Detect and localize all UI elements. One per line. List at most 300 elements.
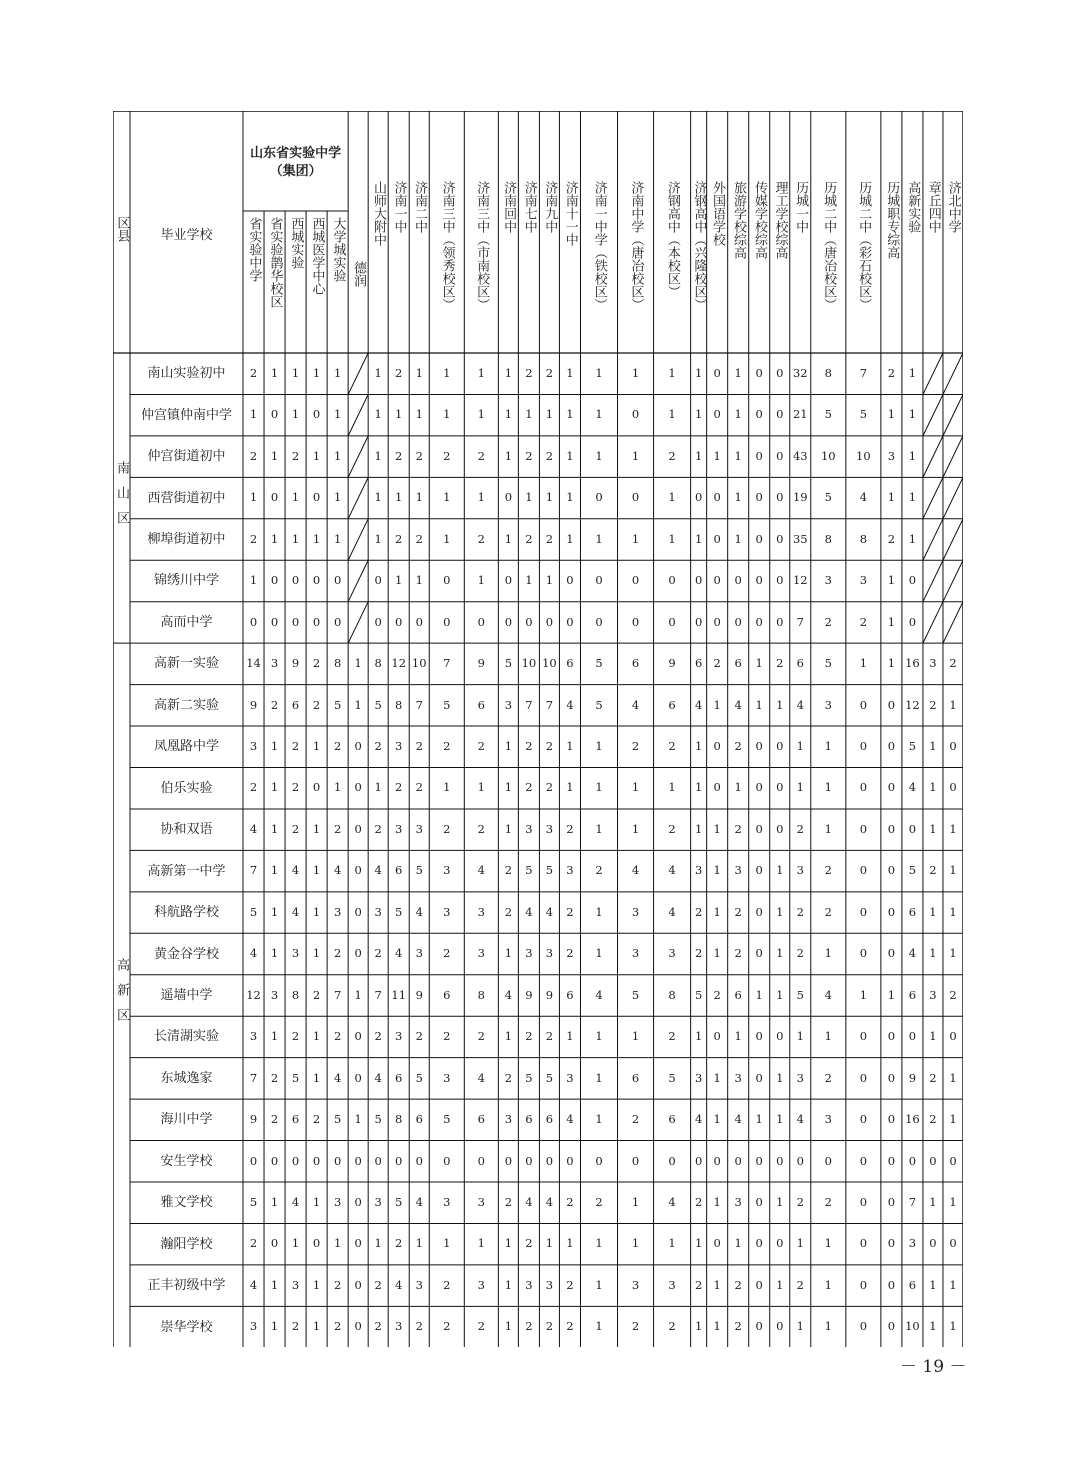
table-cell: 1 xyxy=(504,1236,513,1251)
table-cell: 0 xyxy=(477,1153,485,1168)
table-cell: 1 xyxy=(595,1236,603,1251)
table-cell: 2 xyxy=(504,863,513,878)
table-cell: 5 xyxy=(824,656,832,671)
table-cell: 1 xyxy=(887,407,896,422)
table-cell: 1 xyxy=(312,863,321,878)
table-cell: 0 xyxy=(312,780,321,795)
table-cell: 2 xyxy=(443,1319,451,1334)
school-name: 仲宫街道初中 xyxy=(147,449,226,465)
table-cell: 0 xyxy=(859,739,868,754)
table-cell: 4 xyxy=(291,863,300,878)
table-cell: 4 xyxy=(249,1277,258,1292)
table-cell: 1 xyxy=(595,407,603,422)
table-cell: 6 xyxy=(545,1112,554,1127)
table-cell: 1 xyxy=(949,904,957,919)
table-cell: 1 xyxy=(566,1029,574,1044)
column-header: 济钢高中（本校区） xyxy=(664,181,680,298)
table-cell: 1 xyxy=(595,1112,603,1127)
table-cell: 1 xyxy=(908,407,917,422)
table-cell: 1 xyxy=(713,821,721,836)
district-header: 区县 xyxy=(114,216,130,242)
table-cell: 3 xyxy=(291,1277,300,1292)
table-cell: 7 xyxy=(249,863,258,878)
table-cell: 1 xyxy=(796,1029,804,1044)
table-cell: 2 xyxy=(734,739,742,754)
table-cell: 2 xyxy=(525,780,533,795)
table-cell: 1 xyxy=(668,490,676,505)
table-cell: 1 xyxy=(504,946,513,961)
table-cell: 0 xyxy=(887,780,896,795)
table-cell: 2 xyxy=(668,821,676,836)
table-cell: 3 xyxy=(824,697,832,712)
table-cell: 12 xyxy=(246,987,261,1002)
table-cell: 4 xyxy=(333,863,342,878)
table-cell: 6 xyxy=(908,904,917,919)
table-cell: 0 xyxy=(312,573,321,588)
table-cell: 5 xyxy=(415,863,423,878)
table-cell: 6 xyxy=(734,656,742,671)
table-cell: 7 xyxy=(249,1070,258,1085)
table-cell: 3 xyxy=(796,863,804,878)
table-cell: 1 xyxy=(595,1029,603,1044)
table-cell: 6 xyxy=(631,656,640,671)
table-cell: 0 xyxy=(504,490,513,505)
table-cell: 0 xyxy=(595,490,603,505)
table-cell: 2 xyxy=(796,904,804,919)
table-cell: 0 xyxy=(312,490,321,505)
table-cell: 5 xyxy=(374,1112,382,1127)
table-cell: 2 xyxy=(415,780,423,795)
allocation-table xyxy=(113,111,963,1347)
table-cell: 1 xyxy=(949,1194,957,1209)
table-cell: 3 xyxy=(443,904,451,919)
table-cell: 1 xyxy=(908,531,917,546)
table-cell: 0 xyxy=(545,614,554,629)
table-cell: 1 xyxy=(443,407,451,422)
table-cell: 0 xyxy=(270,407,279,422)
table-cell: 3 xyxy=(631,1277,640,1292)
school-name: 伯乐实验 xyxy=(160,780,213,796)
table-cell: 2 xyxy=(859,614,868,629)
table-cell: 2 xyxy=(545,1029,554,1044)
column-header: 济南七中 xyxy=(521,181,537,233)
table-cell: 0 xyxy=(776,780,784,795)
school-name: 西营街道初中 xyxy=(147,490,226,506)
district-label: 高新区 xyxy=(114,957,129,1033)
table-cell: 1 xyxy=(694,739,703,754)
table-cell: 5 xyxy=(374,697,382,712)
table-cell: 1 xyxy=(354,697,362,712)
table-cell: 0 xyxy=(776,407,784,422)
table-cell: 3 xyxy=(668,1277,676,1292)
table-cell: 0 xyxy=(354,904,362,919)
table-cell: 35 xyxy=(792,531,808,546)
table-cell: 0 xyxy=(887,1277,896,1292)
table-cell: 2 xyxy=(929,863,937,878)
table-cell: 2 xyxy=(374,821,382,836)
table-cell: 3 xyxy=(395,739,403,754)
table-cell: 1 xyxy=(595,946,603,961)
table-cell: 1 xyxy=(713,1112,721,1127)
table-cell: 5 xyxy=(249,904,258,919)
column-header: 高新实验 xyxy=(905,181,921,233)
table-cell: 0 xyxy=(354,863,362,878)
table-cell: 6 xyxy=(291,697,300,712)
table-cell: 1 xyxy=(776,946,784,961)
table-cell: 2 xyxy=(504,904,513,919)
table-cell: 3 xyxy=(694,863,703,878)
table-cell: 4 xyxy=(374,863,382,878)
table-cell: 0 xyxy=(755,946,763,961)
column-header: 理工学校综高 xyxy=(772,181,788,259)
table-cell: 3 xyxy=(525,1277,533,1292)
table-cell: 1 xyxy=(270,448,279,463)
table-cell: 1 xyxy=(631,780,640,795)
table-cell: 3 xyxy=(333,904,342,919)
table-cell: 4 xyxy=(395,946,403,961)
table-cell: 1 xyxy=(270,904,279,919)
table-cell: 1 xyxy=(776,904,784,919)
table-cell: 2 xyxy=(312,656,321,671)
table-cell: 1 xyxy=(713,1277,721,1292)
table-cell: 3 xyxy=(504,697,513,712)
column-header: 山师大附中 xyxy=(371,181,386,246)
table-cell: 1 xyxy=(312,1194,321,1209)
table-cell: 5 xyxy=(694,987,703,1002)
table-cell: 0 xyxy=(270,1236,279,1251)
table-cell: 0 xyxy=(859,821,868,836)
table-cell: 1 xyxy=(824,1029,832,1044)
school-name: 锦绣川中学 xyxy=(153,573,219,589)
table-cell: 6 xyxy=(291,1112,300,1127)
table-cell: 1 xyxy=(415,365,423,380)
table-cell: 5 xyxy=(443,1112,451,1127)
table-cell: 2 xyxy=(291,1029,300,1044)
table-cell: 0 xyxy=(776,1319,784,1334)
table-cell: 1 xyxy=(859,656,868,671)
table-cell: 1 xyxy=(291,365,300,380)
table-cell: 2 xyxy=(443,1277,451,1292)
table-cell: 6 xyxy=(415,1112,423,1127)
table-cell: 1 xyxy=(949,1277,957,1292)
table-cell: 4 xyxy=(668,904,676,919)
table-cell: 0 xyxy=(504,614,513,629)
table-cell: 4 xyxy=(668,863,676,878)
table-cell: 0 xyxy=(776,365,784,380)
table-cell: 6 xyxy=(908,1277,917,1292)
table-cell: 0 xyxy=(776,821,784,836)
table-cell: 1 xyxy=(713,946,721,961)
table-cell: 1 xyxy=(333,780,342,795)
table-cell: 1 xyxy=(504,1319,513,1334)
table-cell: 3 xyxy=(545,946,554,961)
table-cell: 5 xyxy=(545,1070,554,1085)
table-cell: 1 xyxy=(415,407,423,422)
table-cell: 0 xyxy=(291,573,300,588)
school-name: 南山实验初中 xyxy=(147,366,226,382)
table-cell: 4 xyxy=(291,1194,300,1209)
page-number: － 19 － xyxy=(900,1357,967,1377)
table-cell: 3 xyxy=(908,1236,917,1251)
table-cell: 1 xyxy=(443,780,451,795)
table-cell: 1 xyxy=(249,573,258,588)
table-cell: 0 xyxy=(477,614,485,629)
table-cell: 1 xyxy=(545,490,554,505)
table-cell: 0 xyxy=(887,1153,896,1168)
table-cell: 0 xyxy=(755,1319,763,1334)
table-cell: 2 xyxy=(477,739,485,754)
table-cell: 1 xyxy=(566,365,574,380)
table-cell: 6 xyxy=(908,987,917,1002)
column-header: 传媒学校综高 xyxy=(752,181,768,259)
table-cell: 4 xyxy=(415,1194,423,1209)
table-cell: 2 xyxy=(525,365,533,380)
table-cell: 1 xyxy=(374,780,382,795)
table-cell: 0 xyxy=(755,739,763,754)
table-cell: 1 xyxy=(374,531,382,546)
table-cell: 6 xyxy=(796,656,804,671)
table-cell: 1 xyxy=(734,1029,742,1044)
table-cell: 0 xyxy=(713,614,721,629)
table-cell: 3 xyxy=(477,1277,485,1292)
table-cell: 1 xyxy=(477,365,485,380)
column-header: 外国语学校 xyxy=(709,181,725,246)
table-cell: 2 xyxy=(249,448,258,463)
table-cell: 4 xyxy=(734,1112,742,1127)
table-cell: 1 xyxy=(477,407,485,422)
table-cell: 9 xyxy=(291,656,300,671)
table-cell: 2 xyxy=(443,946,451,961)
table-cell: 1 xyxy=(595,780,603,795)
table-cell: 0 xyxy=(504,573,513,588)
table-cell: 0 xyxy=(755,365,763,380)
table-cell: 1 xyxy=(312,1070,321,1085)
table-cell: 0 xyxy=(713,407,721,422)
table-cell: 2 xyxy=(525,1029,533,1044)
table-cell: 3 xyxy=(443,1070,451,1085)
table-cell: 1 xyxy=(713,1070,721,1085)
table-cell: 1 xyxy=(270,365,279,380)
table-cell: 3 xyxy=(415,821,423,836)
school-name: 科航路学校 xyxy=(153,905,219,921)
table-cell: 1 xyxy=(270,1194,279,1209)
column-header: 历城二中（彩石校区） xyxy=(856,181,872,311)
table-cell: 4 xyxy=(477,863,485,878)
table-cell: 2 xyxy=(929,1070,937,1085)
table-cell: 4 xyxy=(249,821,258,836)
school-name: 崇华学校 xyxy=(160,1319,213,1335)
table-cell: 1 xyxy=(477,1236,485,1251)
school-name: 高新第一中学 xyxy=(147,863,226,879)
table-cell: 0 xyxy=(713,1236,721,1251)
table-cell: 1 xyxy=(734,531,742,546)
table-cell: 1 xyxy=(668,407,676,422)
table-cell: 1 xyxy=(270,1277,279,1292)
table-cell: 7 xyxy=(908,1194,917,1209)
table-cell: 2 xyxy=(443,739,451,754)
table-cell: 6 xyxy=(734,987,742,1002)
table-cell: 6 xyxy=(395,1070,403,1085)
table-cell: 1 xyxy=(929,1029,937,1044)
table-cell: 1 xyxy=(668,1236,676,1251)
column-header: 济钢高中（兴隆校区） xyxy=(691,181,707,311)
table-cell: 3 xyxy=(929,987,937,1002)
table-cell: 0 xyxy=(755,1194,763,1209)
table-cell: 1 xyxy=(929,780,937,795)
school-name: 瀚阳学校 xyxy=(160,1236,213,1252)
table-cell: 0 xyxy=(713,739,721,754)
table-cell: 12 xyxy=(391,656,407,671)
table-cell: 1 xyxy=(374,490,382,505)
table-cell: 9 xyxy=(525,987,533,1002)
table-cell: 0 xyxy=(887,1112,896,1127)
table-cell: 0 xyxy=(859,904,868,919)
table-cell: 9 xyxy=(249,697,258,712)
table-cell: 2 xyxy=(395,1236,403,1251)
table-cell: 1 xyxy=(333,1236,342,1251)
table-cell: 2 xyxy=(796,946,804,961)
table-cell: 1 xyxy=(477,573,485,588)
table-cell: 7 xyxy=(374,987,382,1002)
table-cell: 4 xyxy=(631,697,640,712)
table-cell: 0 xyxy=(354,946,362,961)
table-cell: 2 xyxy=(694,1194,703,1209)
table-cell: 0 xyxy=(374,1153,382,1168)
table-cell: 2 xyxy=(477,1319,485,1334)
table-cell: 0 xyxy=(354,821,362,836)
table-cell: 2 xyxy=(668,448,676,463)
table-cell: 1 xyxy=(270,863,279,878)
table-cell: 0 xyxy=(734,614,742,629)
table-cell: 0 xyxy=(443,1153,451,1168)
table-cell: 2 xyxy=(545,448,554,463)
table-cell: 4 xyxy=(796,697,804,712)
table-cell: 5 xyxy=(631,987,640,1002)
column-header: 济南三中（领秀校区） xyxy=(439,181,455,311)
table-cell: 10 xyxy=(542,656,557,671)
table-cell: 0 xyxy=(859,697,868,712)
table-cell: 1 xyxy=(908,490,917,505)
table-cell: 2 xyxy=(824,904,832,919)
school-name: 柳埠街道初中 xyxy=(147,532,226,548)
table-cell: 2 xyxy=(249,780,258,795)
table-cell: 4 xyxy=(504,987,513,1002)
column-header: 省实验中学 xyxy=(246,217,262,282)
table-cell: 0 xyxy=(270,1153,279,1168)
table-cell: 2 xyxy=(949,987,957,1002)
school-name: 长清湖实验 xyxy=(153,1029,219,1045)
table-cell: 0 xyxy=(354,1277,362,1292)
table-cell: 0 xyxy=(713,1029,721,1044)
table-cell: 1 xyxy=(929,946,937,961)
table-cell: 0 xyxy=(595,614,603,629)
table-cell: 2 xyxy=(887,531,896,546)
table-cell: 6 xyxy=(443,987,451,1002)
table-cell: 1 xyxy=(734,1236,742,1251)
table-cell: 0 xyxy=(713,780,721,795)
table-cell: 2 xyxy=(525,531,533,546)
table-cell: 6 xyxy=(395,863,403,878)
table-cell: 0 xyxy=(270,490,279,505)
table-cell: 1 xyxy=(694,1029,703,1044)
table-cell: 1 xyxy=(566,407,574,422)
column-header: 旅游学校综高 xyxy=(731,181,746,259)
table-cell: 3 xyxy=(859,573,868,588)
table-cell: 0 xyxy=(443,573,451,588)
table-cell: 1 xyxy=(312,448,321,463)
table-cell: 0 xyxy=(859,946,868,961)
table-cell: 1 xyxy=(887,490,896,505)
table-cell: 1 xyxy=(668,365,676,380)
table-cell: 1 xyxy=(545,407,554,422)
table-cell: 1 xyxy=(631,821,640,836)
table-cell: 0 xyxy=(859,1070,868,1085)
table-cell: 1 xyxy=(270,946,279,961)
table-cell: 1 xyxy=(694,531,703,546)
table-cell: 5 xyxy=(415,1070,423,1085)
table-cell: 1 xyxy=(734,448,742,463)
table-cell: 3 xyxy=(545,1277,554,1292)
column-header: 大学城实验 xyxy=(330,217,346,282)
table-cell: 8 xyxy=(374,656,382,671)
table-cell: 3 xyxy=(929,656,937,671)
table-cell: 1 xyxy=(713,904,721,919)
table-cell: 1 xyxy=(525,407,533,422)
table-cell: 1 xyxy=(595,365,603,380)
table-cell: 1 xyxy=(312,821,321,836)
table-cell: 2 xyxy=(566,1319,574,1334)
school-name: 协和双语 xyxy=(160,822,213,838)
table-cell: 0 xyxy=(755,531,763,546)
table-cell: 1 xyxy=(566,780,574,795)
table-cell: 2 xyxy=(395,448,403,463)
table-cell: 1 xyxy=(566,448,574,463)
table-cell: 1 xyxy=(949,697,957,712)
table-cell: 2 xyxy=(887,365,896,380)
table-cell: 2 xyxy=(374,739,382,754)
table-cell: 1 xyxy=(312,739,321,754)
table-cell: 0 xyxy=(859,780,868,795)
table-cell: 4 xyxy=(566,697,574,712)
table-cell: 0 xyxy=(776,1236,784,1251)
table-cell: 0 xyxy=(694,614,703,629)
table-cell: 0 xyxy=(595,573,603,588)
table-cell: 2 xyxy=(713,656,721,671)
school-name: 高新一实验 xyxy=(153,656,219,672)
table-cell: 4 xyxy=(415,904,423,919)
table-cell: 0 xyxy=(270,573,279,588)
table-cell: 0 xyxy=(776,448,784,463)
table-cell: 2 xyxy=(566,946,574,961)
table-cell: 1 xyxy=(595,531,603,546)
table-cell: 2 xyxy=(734,946,742,961)
school-name: 遥墙中学 xyxy=(160,987,213,1003)
table-cell: 0 xyxy=(354,1319,362,1334)
table-cell: 0 xyxy=(908,821,917,836)
table-cell: 0 xyxy=(354,1236,362,1251)
table-cell: 5 xyxy=(595,697,603,712)
table-cell: 1 xyxy=(595,1277,603,1292)
table-cell: 3 xyxy=(566,1070,574,1085)
table-cell: 7 xyxy=(415,697,423,712)
table-cell: 3 xyxy=(887,448,896,463)
table-cell: 3 xyxy=(443,863,451,878)
table-cell: 4 xyxy=(249,946,258,961)
table-cell: 2 xyxy=(477,531,485,546)
table-cell: 0 xyxy=(908,614,917,629)
table-cell: 1 xyxy=(595,739,603,754)
table-cell: 0 xyxy=(887,1194,896,1209)
